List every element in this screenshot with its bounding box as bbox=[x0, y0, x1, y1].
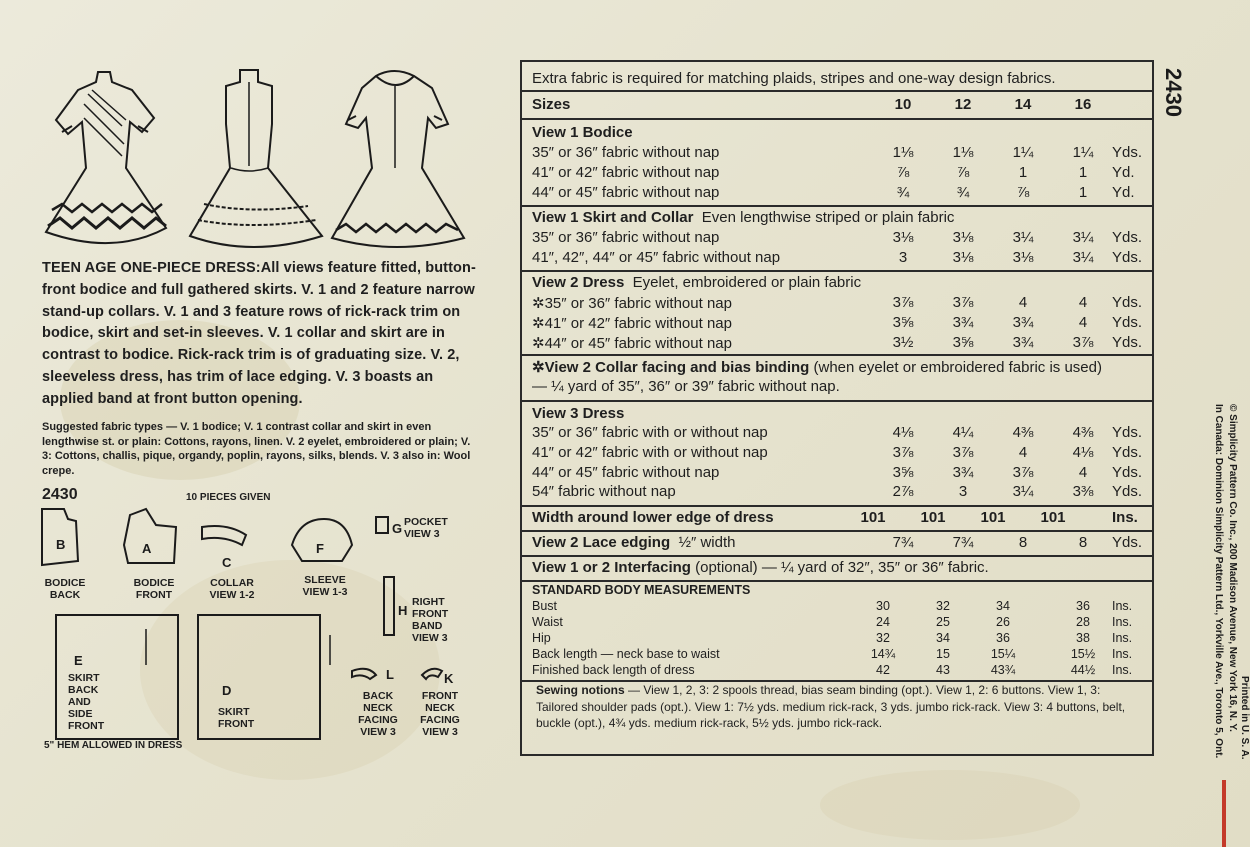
piece-g-letter: G bbox=[392, 521, 403, 536]
cell: 3¾ bbox=[952, 314, 974, 331]
cell: 4⅜ bbox=[1012, 424, 1034, 441]
unit: Yds. bbox=[1112, 424, 1143, 441]
cell: 15½ bbox=[1070, 647, 1096, 661]
cell: 4⅜ bbox=[1072, 424, 1094, 441]
divider bbox=[522, 580, 1152, 582]
piece-e-letter: E bbox=[74, 653, 83, 668]
cell: 1 bbox=[1078, 184, 1088, 201]
paper-stain bbox=[820, 770, 1080, 840]
row-label: 35″ or 36″ fabric without nap bbox=[532, 229, 720, 246]
cell: ¾ bbox=[956, 184, 970, 201]
cell: 101 bbox=[980, 509, 1006, 526]
cell: 7¾ bbox=[952, 534, 974, 551]
side-number-block bbox=[1154, 60, 1194, 140]
unit: Yds. bbox=[1112, 483, 1143, 500]
unit: Yds. bbox=[1112, 314, 1143, 331]
dress-view-3-drawing bbox=[332, 71, 464, 247]
piece-a-label: BODICE FRONT bbox=[133, 577, 175, 601]
unit: Yds. bbox=[1112, 294, 1143, 311]
section-heading bbox=[522, 274, 1152, 294]
cell: 3⅝ bbox=[892, 314, 914, 331]
piece-d-label: SKIRT FRONT bbox=[218, 706, 255, 730]
size-16: 16 bbox=[1074, 96, 1092, 113]
table-row bbox=[522, 424, 1152, 444]
yardage-table bbox=[520, 60, 1154, 756]
interfacing-note: (optional) — ¼ yard of 32″, 35″ or 36″ fabric. bbox=[695, 559, 989, 576]
dress-description bbox=[42, 258, 482, 411]
table-row bbox=[522, 249, 1152, 269]
size-12: 12 bbox=[954, 96, 972, 113]
table-row bbox=[522, 184, 1152, 204]
cell: 3⅞ bbox=[952, 294, 974, 311]
cell: 101 bbox=[860, 509, 886, 526]
view2-dress-note: Eyelet, embroidered or plain fabric bbox=[632, 274, 862, 291]
divider bbox=[522, 270, 1152, 272]
piece-l-shape bbox=[352, 669, 376, 679]
piece-f-label: SLEEVE VIEW 1-3 bbox=[302, 574, 348, 598]
cell: 4⅛ bbox=[892, 424, 914, 441]
table-intro-row bbox=[522, 70, 1152, 90]
sewing-notions bbox=[536, 682, 1136, 732]
divider bbox=[522, 205, 1152, 207]
cell: 8 bbox=[1018, 534, 1028, 551]
lace-label: View 2 Lace edging bbox=[532, 534, 671, 551]
cell: 4 bbox=[1018, 444, 1028, 461]
unit: Yds. bbox=[1112, 144, 1143, 161]
view1-skirt-heading: View 1 Skirt and Collar bbox=[532, 209, 694, 226]
row-label: 35″ or 36″ fabric with or without nap bbox=[532, 424, 768, 441]
unit: Ins. bbox=[1112, 631, 1133, 645]
piece-l-letter: L bbox=[386, 667, 394, 682]
table-row bbox=[522, 144, 1152, 164]
view3-dress-heading: View 3 Dress bbox=[532, 405, 625, 422]
piece-h-shape bbox=[384, 577, 394, 635]
row-label: 41″ or 42″ fabric with or without nap bbox=[532, 444, 768, 461]
divider bbox=[522, 530, 1152, 532]
cell: 1⅛ bbox=[952, 144, 974, 161]
cell: 3⅞ bbox=[1012, 464, 1034, 481]
table-row bbox=[522, 229, 1152, 249]
piece-b-label: BODICE BACK bbox=[44, 577, 86, 601]
unit: Yds. bbox=[1112, 229, 1143, 246]
cell: 1⅛ bbox=[892, 144, 914, 161]
piece-g-shape bbox=[376, 517, 388, 533]
row-label: ✲44″ or 45″ fabric without nap bbox=[532, 335, 732, 352]
cell: 1 bbox=[1018, 164, 1028, 181]
dress-illustrations bbox=[36, 60, 496, 256]
piece-c-shape bbox=[202, 526, 246, 545]
piece-e-label: SKIRT BACK AND SIDE FRONT bbox=[68, 672, 105, 732]
cell: 3⅛ bbox=[1012, 249, 1034, 266]
cell: 8 bbox=[1078, 534, 1088, 551]
row-label: 44″ or 45″ fabric without nap bbox=[532, 184, 720, 201]
piece-k-letter: K bbox=[444, 671, 454, 686]
cell: 7¾ bbox=[892, 534, 914, 551]
cell: 3¼ bbox=[1072, 229, 1094, 246]
unit: Ins. bbox=[1112, 509, 1138, 526]
piece-g-label: POCKET VIEW 3 bbox=[404, 516, 448, 540]
cell: 101 bbox=[920, 509, 946, 526]
row-label: Waist bbox=[532, 615, 563, 629]
divider bbox=[522, 505, 1152, 507]
cell: 25 bbox=[936, 615, 950, 629]
piece-b-letter: B bbox=[56, 537, 66, 552]
cell: 3⅞ bbox=[892, 444, 914, 461]
hem-note: 5" HEM ALLOWED IN DRESS bbox=[44, 740, 183, 751]
cell: 43¾ bbox=[990, 663, 1016, 677]
cell: 3¼ bbox=[1012, 483, 1034, 500]
side-pattern-number: 2430 bbox=[1161, 68, 1186, 117]
cell: 32 bbox=[936, 599, 950, 613]
notions-title: Sewing notions bbox=[536, 683, 625, 697]
cell: 3⅞ bbox=[952, 444, 974, 461]
cell: 1¼ bbox=[1072, 144, 1094, 161]
pieces-given: 10 PIECES GIVEN bbox=[186, 492, 271, 503]
cell: 3⅝ bbox=[952, 334, 974, 351]
piece-d-letter: D bbox=[222, 683, 232, 698]
cell: ⅞ bbox=[1016, 184, 1030, 201]
cell: 34 bbox=[936, 631, 950, 645]
piece-h-letter: H bbox=[398, 603, 408, 618]
section-heading bbox=[522, 405, 1152, 425]
cell: 26 bbox=[996, 615, 1010, 629]
cell: 3¼ bbox=[1072, 249, 1094, 266]
row-label: 41″, 42″, 44″ or 45″ fabric without nap bbox=[532, 249, 781, 266]
table-row bbox=[522, 444, 1152, 464]
divider bbox=[522, 118, 1152, 120]
view2-dress-heading: View 2 Dress bbox=[532, 274, 625, 291]
cell: 3¾ bbox=[1012, 334, 1034, 351]
cell: 36 bbox=[1076, 599, 1090, 613]
cell: 15 bbox=[936, 647, 950, 661]
view2-facing-line2: — ¼ yard of 35″, 36″ or 39″ fabric without nap. bbox=[532, 378, 840, 395]
cell: 3½ bbox=[892, 334, 914, 351]
fabric-types-title: Suggested fabric types bbox=[42, 421, 164, 433]
piece-f-letter: F bbox=[316, 541, 324, 556]
unit: Ins. bbox=[1112, 663, 1133, 677]
cell: 101 bbox=[1040, 509, 1066, 526]
view1-bodice-heading: View 1 Bodice bbox=[532, 124, 633, 141]
cell: 30 bbox=[876, 599, 890, 613]
row-label: Bust bbox=[532, 599, 558, 613]
view2-facing-heading: ✲View 2 Collar facing and bias binding bbox=[532, 359, 810, 376]
piece-h-label: RIGHT FRONT BAND VIEW 3 bbox=[412, 596, 449, 644]
cell: 4¼ bbox=[952, 424, 974, 441]
cell: 3⅛ bbox=[892, 229, 914, 246]
side-copyright: © Simplicity Pattern Co. Inc., 200 Madison Avenue, New York 16, N. Y. bbox=[1227, 404, 1238, 732]
unit: Yds. bbox=[1112, 334, 1143, 351]
piece-k-label: FRONT NECK FACING VIEW 3 bbox=[420, 690, 460, 738]
body-measurements-heading: STANDARD BODY MEASUREMENTS bbox=[532, 583, 751, 597]
size-10: 10 bbox=[894, 96, 912, 113]
dress-view-1-drawing bbox=[46, 72, 166, 243]
cell: 43 bbox=[936, 663, 950, 677]
cell: 3⅞ bbox=[892, 294, 914, 311]
row-label: 54″ fabric without nap bbox=[532, 483, 676, 500]
table-row bbox=[522, 464, 1152, 484]
cell: 34 bbox=[996, 599, 1010, 613]
unit: Yds. bbox=[1112, 464, 1143, 481]
pattern-number: 2430 bbox=[42, 486, 78, 503]
description-title: TEEN AGE ONE-PIECE DRESS: bbox=[42, 260, 261, 276]
unit: Yd. bbox=[1112, 184, 1135, 201]
cell: 2⅞ bbox=[892, 483, 914, 500]
side-canada: In Canada: Dominion Simplicity Pattern Ltd., Yorkville Ave., Toronto 5, Ont. bbox=[1213, 404, 1224, 759]
width-row bbox=[522, 509, 1152, 529]
cell: 28 bbox=[1076, 615, 1090, 629]
cell: 44½ bbox=[1070, 663, 1096, 677]
cell: 3⅞ bbox=[1072, 334, 1094, 351]
table-row bbox=[522, 314, 1152, 334]
table-row bbox=[522, 378, 1152, 398]
cell: 3¼ bbox=[1012, 229, 1034, 246]
cell: 32 bbox=[876, 631, 890, 645]
unit: Yds. bbox=[1112, 534, 1143, 551]
size-14: 14 bbox=[1014, 96, 1032, 113]
section-heading bbox=[522, 209, 1152, 229]
side-credits-block bbox=[1160, 400, 1250, 760]
cell: ¾ bbox=[896, 184, 910, 201]
unit: Yds. bbox=[1112, 444, 1143, 461]
row-label: 35″ or 36″ fabric without nap bbox=[532, 144, 720, 161]
row-label: Hip bbox=[532, 631, 551, 645]
cell: 4 bbox=[1078, 464, 1088, 481]
row-label: Finished back length of dress bbox=[532, 663, 695, 677]
cell: 14¾ bbox=[870, 647, 896, 661]
piece-c-label: COLLAR VIEW 1-2 bbox=[209, 577, 255, 601]
unit: Ins. bbox=[1112, 647, 1133, 661]
table-row bbox=[522, 483, 1152, 503]
cell: 3 bbox=[958, 483, 968, 500]
cell: 3¾ bbox=[1012, 314, 1034, 331]
piece-c-letter: C bbox=[222, 555, 232, 570]
fabric-types-body: — V. 1 bodice; V. 1 contrast collar and skirt in even lengthwise st. or plain: Cottons, rayons, linen. V. 2 eyelet, embroidered or plain; V. 3: Cottons, challis, pique, organdy, poplin, rayons, silks, blends. V. 3 also in: Wool crepe. bbox=[42, 421, 471, 478]
sizes-label: Sizes bbox=[532, 96, 571, 113]
notions-body: — View 1, 2, 3: 2 spools thread, bias seam binding (opt.). View 1, 2: 6 buttons. View 1, 3: Tailored shoulder pads (opt.). View 1: 7½ yds. medium rick-rack, 3 yds. jumbo rick-rack. View 3: 4 buttons, belt, buckle (opt.), 4¾ yds. medium rick-rack, 5½ yds. jumbo rick-rack. bbox=[536, 683, 1126, 730]
row-label: 41″ or 42″ fabric without nap bbox=[532, 164, 720, 181]
section-heading bbox=[522, 124, 1152, 144]
unit: Ins. bbox=[1112, 599, 1133, 613]
row-label: Back length — neck base to waist bbox=[532, 647, 720, 661]
piece-k-shape bbox=[422, 669, 442, 679]
cell: 36 bbox=[996, 631, 1010, 645]
cell: 42 bbox=[876, 663, 890, 677]
divider bbox=[522, 354, 1152, 356]
divider bbox=[522, 400, 1152, 402]
cell: 4⅛ bbox=[1072, 444, 1094, 461]
cell: 24 bbox=[876, 615, 890, 629]
red-mark bbox=[1222, 780, 1226, 847]
table-row bbox=[522, 164, 1152, 184]
cell: 4 bbox=[1078, 294, 1088, 311]
cell: ⅞ bbox=[956, 164, 970, 181]
unit: Yd. bbox=[1112, 164, 1135, 181]
lace-note: ½″ width bbox=[678, 534, 736, 551]
interfacing-label: View 1 or 2 Interfacing bbox=[532, 559, 691, 576]
lace-row bbox=[522, 534, 1152, 554]
cell: 3⅛ bbox=[952, 249, 974, 266]
cell: 4 bbox=[1078, 314, 1088, 331]
cell: 15¼ bbox=[990, 647, 1016, 661]
section-heading bbox=[522, 358, 1152, 378]
row-label: Width around lower edge of dress bbox=[532, 509, 774, 526]
cell: 4 bbox=[1018, 294, 1028, 311]
sizes-row bbox=[522, 96, 1152, 116]
table-row bbox=[522, 334, 1152, 354]
dress-view-2-drawing bbox=[190, 70, 322, 247]
table-intro: Extra fabric is required for matching plaids, stripes and one-way design fabrics. bbox=[532, 70, 1056, 87]
cell: 3⅝ bbox=[892, 464, 914, 481]
table-row bbox=[522, 294, 1152, 314]
row-label: ✲41″ or 42″ fabric without nap bbox=[532, 315, 732, 332]
cell: ⅞ bbox=[896, 164, 910, 181]
view1-skirt-note: Even lengthwise striped or plain fabric bbox=[701, 209, 955, 226]
cell: 3 bbox=[898, 249, 908, 266]
interfacing-row bbox=[522, 559, 1152, 579]
cell: 38 bbox=[1076, 631, 1090, 645]
cell: 3⅛ bbox=[952, 229, 974, 246]
side-printed: Printed in U. S. A. bbox=[1239, 676, 1250, 760]
unit: Yds. bbox=[1112, 249, 1143, 266]
cell: 1 bbox=[1078, 164, 1088, 181]
row-label: 44″ or 45″ fabric without nap bbox=[532, 464, 720, 481]
cell: 3¾ bbox=[952, 464, 974, 481]
description-body: All views feature fitted, button-front bodice and full gathered skirts. V. 1 and 2 feature narrow stand-up collars. V. 1 and 3 feature rows of rick-rack trim on bodice, skirt and set-in sleeves. V. 1 collar and skirt are in contrast to bodice. Rick-rack trim is of graduating size. V. 2, sleeveless dress, has trim of lace edging. V. 3 boasts an applied band at front button opening. bbox=[42, 260, 476, 407]
fabric-types bbox=[42, 420, 482, 479]
cell: 3⅜ bbox=[1072, 483, 1094, 500]
unit: Ins. bbox=[1112, 615, 1133, 629]
view2-facing-note: (when eyelet or embroidered fabric is used) bbox=[813, 359, 1102, 376]
piece-a-letter: A bbox=[142, 541, 152, 556]
row-label: ✲35″ or 36″ fabric without nap bbox=[532, 295, 732, 312]
divider bbox=[522, 555, 1152, 557]
piece-l-label: BACK NECK FACING VIEW 3 bbox=[358, 690, 398, 738]
divider bbox=[522, 90, 1152, 92]
cell: 1¼ bbox=[1012, 144, 1034, 161]
